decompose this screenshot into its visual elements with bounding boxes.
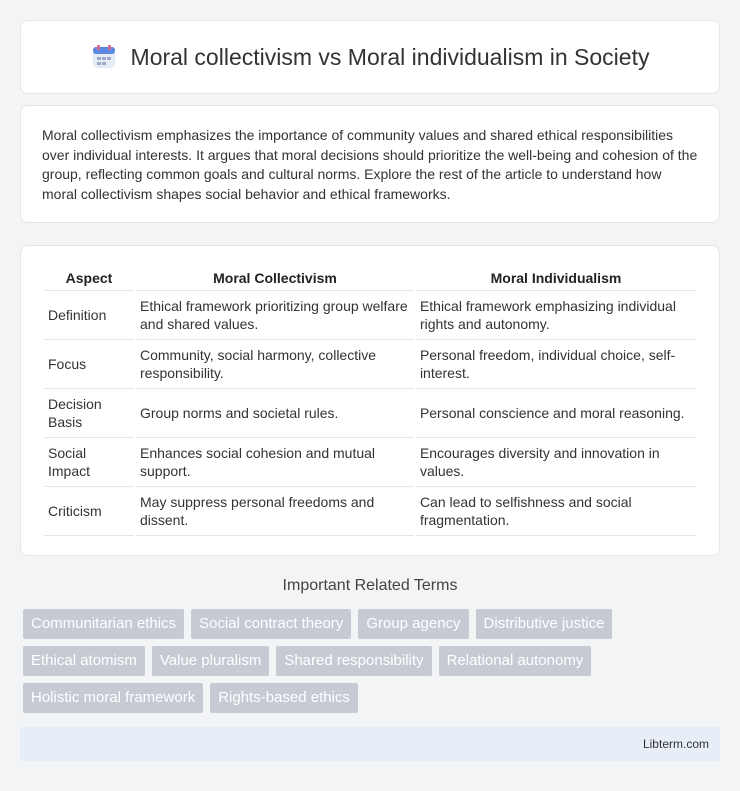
- header-card: [20, 20, 720, 94]
- related-term-tag[interactable]: Holistic moral framework: [23, 683, 203, 713]
- related-term-tag[interactable]: Value pluralism: [152, 646, 269, 676]
- table-row: [44, 291, 696, 340]
- related-terms-list: [23, 609, 723, 720]
- related-term-tag[interactable]: Distributive justice: [476, 609, 613, 639]
- table-row: [44, 438, 696, 487]
- table-cell: Ethical framework prioritizing group welfare and shared values.: [136, 291, 414, 340]
- related-term-tag[interactable]: Rights-based ethics: [210, 683, 358, 713]
- table-cell: Group norms and societal rules.: [136, 389, 414, 438]
- footer-site-link[interactable]: Libterm.com: [642, 737, 709, 751]
- table-row: [44, 340, 696, 389]
- table-cell: Encourages diversity and innovation in values.: [416, 438, 696, 487]
- table-cell: Personal conscience and moral reasoning.: [416, 389, 696, 438]
- footer: [20, 727, 720, 761]
- page-title: Moral collectivism vs Moral individualism in Society: [130, 43, 650, 70]
- table-cell: Can lead to selfishness and social fragmentation.: [416, 487, 696, 536]
- related-term-tag[interactable]: Ethical atomism: [23, 646, 145, 676]
- table-cell: Criticism: [44, 487, 134, 536]
- intro-card: [20, 105, 720, 223]
- table-cell: Enhances social cohesion and mutual support.: [136, 438, 414, 487]
- table-cell: Community, social harmony, collective responsibility.: [136, 340, 414, 389]
- table-cell: Focus: [44, 340, 134, 389]
- related-term-tag[interactable]: Shared responsibility: [276, 646, 431, 676]
- related-term-tag[interactable]: Relational autonomy: [439, 646, 592, 676]
- table-cell: Social Impact: [44, 438, 134, 487]
- related-term-tag[interactable]: Social contract theory: [191, 609, 351, 639]
- intro-text: Moral collectivism emphasizes the importance of community values and shared ethical responsibilities over individual interests. It argues that moral decisions should prioritize the well-being and cohesion of the group, reflecting common goals and cultural norms. Explore the rest of the article to understand how moral collectivism shapes social behavior and ethical frameworks.: [42, 127, 698, 202]
- related-term-tag[interactable]: Communitarian ethics: [23, 609, 184, 639]
- header-moral-collectivism: Moral Collectivism: [136, 264, 414, 291]
- comparison-table-card: [20, 245, 720, 556]
- table-header-row: [44, 264, 696, 291]
- related-term-tag[interactable]: Group agency: [358, 609, 468, 639]
- related-terms-title: Important Related Terms: [282, 577, 458, 594]
- comparison-table: [42, 264, 698, 536]
- table-cell: Decision Basis: [44, 389, 134, 438]
- table-cell: Ethical framework emphasizing individual rights and autonomy.: [416, 291, 696, 340]
- table-cell: Definition: [44, 291, 134, 340]
- header-moral-individualism: Moral Individualism: [416, 264, 696, 291]
- table-row: [44, 487, 696, 536]
- table-cell: May suppress personal freedoms and dissent.: [136, 487, 414, 536]
- header-aspect: Aspect: [44, 264, 134, 291]
- calendar-app-icon: [91, 44, 117, 70]
- table-row: [44, 389, 696, 438]
- table-cell: Personal freedom, individual choice, self-interest.: [416, 340, 696, 389]
